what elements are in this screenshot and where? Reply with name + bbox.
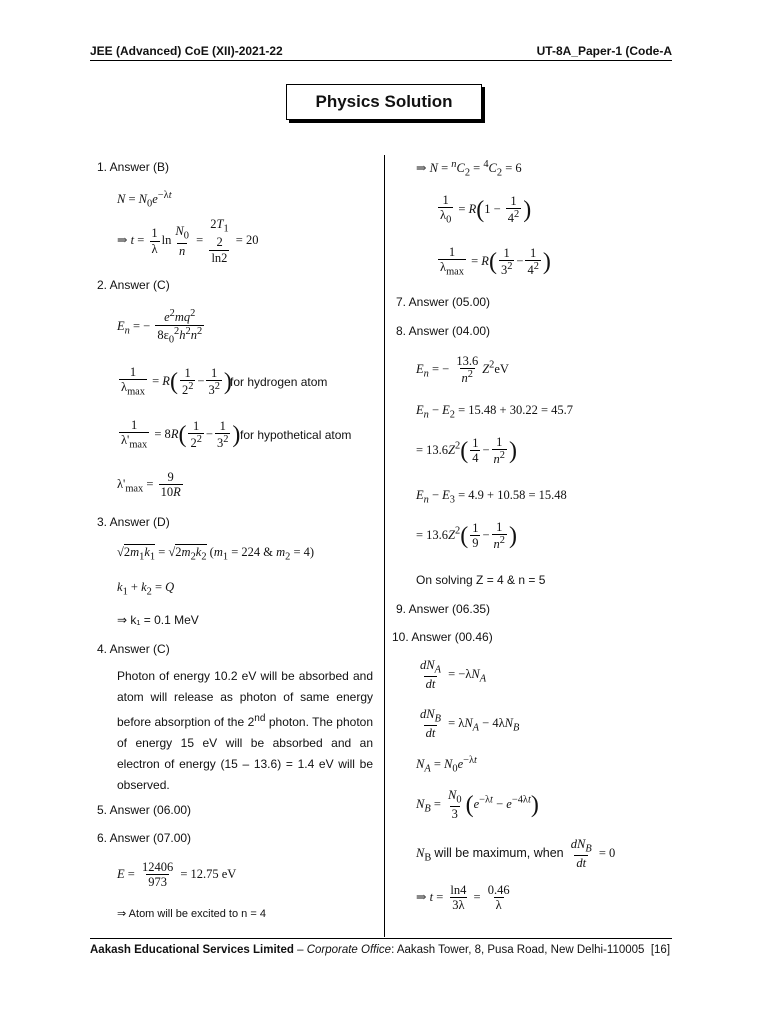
q6-eq3: $\frac{1}{\lambda_0}$ = R(1 − $\frac{1}{4^2}$ ) [440,193,532,226]
q6-eq4: $\frac{1}{\lambda_{max}}$ = R( $\frac{1}{3^2}$ − $\frac{1}{4^2}$ ) [440,245,551,278]
q9-answer: 9. Answer (06.35) [396,602,491,616]
q10-eq5: $N_B$ will be maximum, when $\frac{dN_B}{dt}$ = 0 [416,837,616,871]
q10-answer: 10. Answer (00.46) [392,630,493,644]
q4-answer: 4. Answer (C) [97,642,170,656]
q10-eq3: $N_A = N_0e^{-\lambda t}$ [416,755,477,775]
q3-eq3: ⇒ k₁ = 0.1 MeV [117,613,199,627]
header-rule [90,60,672,61]
q8-eq2: $E_n - E_2 = 15.48 + 30.22 = 45.7$ [416,403,574,421]
q3-answer: 3. Answer (D) [97,515,170,529]
q2-answer: 2. Answer (C) [97,278,170,292]
q2-eq1: $E_n$ = − $\frac{e^2mq^2}{8\varepsilon_0^2h^2n^2}$ [117,308,203,346]
q8-eq4: $E_n - E_3 = 4.9 + 10.58 = 15.48$ [416,488,567,506]
q10-eq1: $\frac{dN_A}{dt}$ = $-\lambda N_A$ [420,658,487,692]
q6-eq2: ⇒ $N = ^nC_2 = ^4C_2 = 6$ [416,159,522,179]
footer-office-label: Corporate Office [306,944,392,956]
page-title: Physics Solution [286,84,482,120]
q2-eq2: $\frac{1}{\lambda_{max}}$ = R( $\frac{1}{2^2}$ − $\frac{1}{3^2}$ ) [121,365,232,398]
q10-eq6: ⇒ t = $\frac{\ln 4}{3\lambda}$ = $\frac{0.46}{\lambda}$ [416,883,510,913]
q6-eq1: E = $\frac{12406}{973}$ = 12.75 eV [117,860,237,890]
q1-answer: 1. Answer (B) [97,160,170,174]
footer: Aakash Educational Services Limited – Corporate Office: Aakash Tower, 8, Pusa Road, New Delhi-110005 [16] [90,944,671,956]
q3-eq2: $k_1 + k_2 = Q$ [117,580,175,598]
footer-rule [90,938,672,939]
q2-eq4: $\lambda'_{max}$ = $\frac{9}{10R}$ [117,470,181,500]
footer-page-number: [16] [650,944,671,956]
q8-answer: 8. Answer (04.00) [396,324,491,338]
q8-eq1: $E_n$ = − $\frac{13.6}{n^2}$ $Z^2eV$ [416,354,509,386]
q6-note: ⇒ Atom will be excited to n = 4 [117,908,266,920]
q3-eq1: $√2m_1k_1 = √2m_2k_2$ ($m_1 = 224$ & $m_2 = 4$) [117,545,315,563]
q8-solve: On solving Z = 4 & n = 5 [416,573,546,587]
q4-explanation: Photon of energy 10.2 eV will be absorbed and atom will release as photon of same energy before absorption of the 2nd photon. The photon of energy 15 eV will be absorbed and an electron of energy (15 – 13.6) = 1.4 eV will be observed. [117,669,374,792]
q10-eq2: $\frac{dN_B}{dt}$ = $\lambda N_A - 4\lambda N_B$ [420,707,520,741]
q10-eq4: $N_B$ = $\frac{N_0}{3}$ $(e^{-\lambda t} - e^{-4\lambda t})$ [416,788,539,822]
q2-for-hydrogen: for hydrogen atom [230,375,328,389]
header-right: UT-8A_Paper-1 (Code-A [536,44,672,58]
q1-eq1: $N = N_0e^{-\lambda t}$ [117,190,172,210]
column-divider [384,155,385,937]
q5-answer: 5. Answer (06.00) [97,803,192,817]
q7-answer: 7. Answer (05.00) [396,295,491,309]
q8-eq5: = $13.6Z^2$( $\frac{1}{9}$ − $\frac{1}{n^2}$ ) [416,520,517,552]
q6-answer: 6. Answer (07.00) [97,831,192,845]
q2-eq3: $\frac{1}{\lambda'_{max}}$ = 8R( $\frac{1}{2^2}$ − $\frac{1}{3^2}$ ) [121,418,241,451]
q1-eq2: ⇒ t = $\frac{1}{\lambda}$ ln $\frac{N_0}{n}$ = $2T_1$ 2 ln2 = 20 [117,217,259,265]
header-left: JEE (Advanced) CoE (XII)-2021-22 [90,44,283,58]
footer-company: Aakash Educational Services Limited [90,944,294,956]
q8-eq3: = $13.6Z^2$( $\frac{1}{4}$ − $\frac{1}{n^2}$ ) [416,435,517,467]
q2-for-hypothetical: for hypothetical atom [240,428,352,442]
footer-address: : Aakash Tower, 8, Pusa Road, New Delhi-110005 [391,944,645,956]
